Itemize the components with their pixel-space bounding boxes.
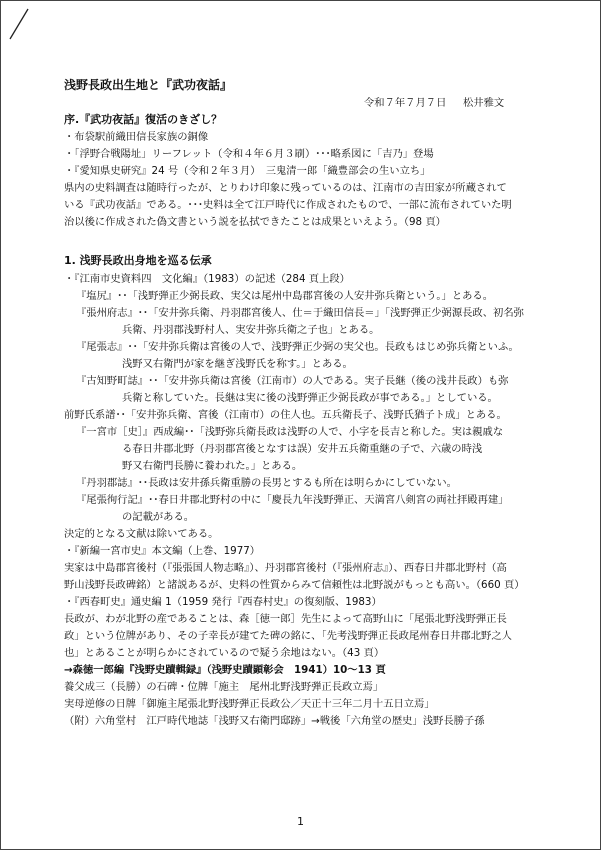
page-number: 1 [297, 815, 304, 828]
body-line: 前野氏系譜･･「安井弥兵衛、宮後（江南市）の住人也。五兵衛長子、浅野氏猶子ト成」とある。 [64, 409, 507, 421]
body-line: 長政が、わが北野の産であることは、森［徳一郎］先生によって高野山に「尾張北野浅野弾正長 [64, 613, 507, 625]
document-date: 令和７年７月７日 [364, 97, 447, 109]
document-author: 松井雅文 [463, 97, 505, 109]
body-line: 『丹羽郡誌』･･長政は安井孫兵衛重勝の長男とするも所在は明らかにしていない。 [76, 477, 457, 489]
intro-heading: 序.『武功夜話』復活のきざし？ [64, 113, 223, 126]
body-line: 兵衛と称していた。長継は実に後の浅野弾正少弼長政が事である。」としている。 [122, 392, 498, 404]
body-line: 浅野又右衛門が家を継ぎ浅野氏を称す。」とある。 [122, 358, 353, 370]
body-line: 政」という位牌があり、その子幸長が建てた碑の銘に、「先考浅野弾正長政尾州春日井郡北野之人 [64, 630, 512, 642]
body-line: の記載がある。 [122, 511, 195, 523]
body-line: 『古知野町誌』･･「安井弥兵衛は宮後（江南市）の人である。実子長継（後の浅井長政）も弥 [76, 375, 509, 387]
section1-heading: 1. 浅野長政出身地を巡る伝承 [64, 254, 212, 267]
intro-bullet: ・布袋駅前織田信長家族の銅像 [64, 131, 209, 143]
body-line: （附）六角堂村 江戸時代地誌「浅野又右衛門邸跡」→戦後「六角堂の歴史」浅野長勝子孫 [64, 715, 485, 727]
intro-bullet: ・『愛知県史研究』24 号（令和２年３月） 三鬼清一郎「織豊部会の生い立ち」 [64, 165, 431, 177]
pen-stroke-mark [6, 6, 32, 42]
body-line: 『尾張志』･･「安井弥兵衛は宮後の人で、浅野弾正少弼の実父也。長政もはじめ弥兵衛といふ。 [76, 341, 519, 353]
body-line: 『塩尻』･･「浅野弾正少弼長政、実父は尾州中島郡宮後の人安井弥兵衛という。」とある。 [76, 290, 494, 302]
body-line: 決定的となる文献は除いてある。 [64, 528, 219, 540]
intro-paragraph-line: 県内の史料調査は随時行ったが、とりわけ印象に残っているのは、江南市の吉田家が所蔵されて [64, 182, 507, 194]
body-line: 野又右衛門長勝に養われた。」とある。 [122, 460, 303, 472]
intro-paragraph-line: いる『武功夜話』である。･･･史料は全て江戸時代に作成されたもので、一部に流布されていた明 [64, 199, 512, 211]
body-line: 野山浅野長政碑銘）と諸説あるが、史料の性質からみて信頼性は北野説がもっとも高い。（660 頁） [64, 579, 525, 591]
body-line: 『尾張徇行記』･･春日井郡北野村の中に「慶長九年浅野弾正、天満宮八剣宮の両社拝殿再建」 [76, 494, 509, 506]
body-line: 也」とあることが明らかにされているので疑う余地はない。（43 頁） [64, 647, 385, 659]
body-line: ・『新編一宮市史』本文編（上巻、1977） [64, 545, 261, 557]
body-line: 兵衛、丹羽郡浅野村人、実安井弥兵衛之子也」とある。 [122, 324, 380, 336]
body-line: 『一宮市［史］』西成編･･「浅野弥兵衛長政は浅野の人で、小字を長吉と称した。実は親戚な [76, 426, 504, 438]
body-line: 実家は中島郡宮後村（『張張国人物志略』）、丹羽郡宮後村（『張州府志』）、西春日井郡北野村（高 [64, 562, 507, 574]
intro-bullet: ・「浮野合戦陽址」リーフレット（令和４年６月３刷）･･･略系図に「吉乃」登場 [64, 148, 434, 160]
body-line: 『張州府志』･･「安井弥兵衛、丹羽郡宮後人、仕＝于織田信長＝」「浅野弾正少弼源長政、初名弥 [76, 307, 524, 319]
body-line: →森徳一郎編『浅野史蹟輯録』（浅野史蹟顕彰会 1941）10～13 頁 [64, 664, 386, 676]
body-line: ・『西春町史』通史編 1（1959 発行『西春村史』の復刻版、1983） [64, 596, 382, 608]
body-line: 実母逆修の日牌「御施主尾張北野浅野弾正長政公／天正十三年二月十五日立焉」 [64, 698, 435, 710]
intro-paragraph-line: 治以後に作成された偽文書という説を払拭できたことは成果といえよう。（98 頁） [64, 216, 446, 228]
body-line: る春日井郡北野（丹羽郡宮後となすは誤）安井五兵衛重継の子で、六歳の時浅 [122, 443, 483, 455]
body-line: ・『江南市史資料四 文化編』（1983）の記述（284 頁上段） [64, 273, 350, 285]
body-line: 養父成三（長勝）の石碑・位牌「施主 尾州北野浅野弾正長政立焉」 [64, 681, 384, 693]
document-title: 浅野長政出生地と『武功夜話』 [64, 78, 233, 92]
